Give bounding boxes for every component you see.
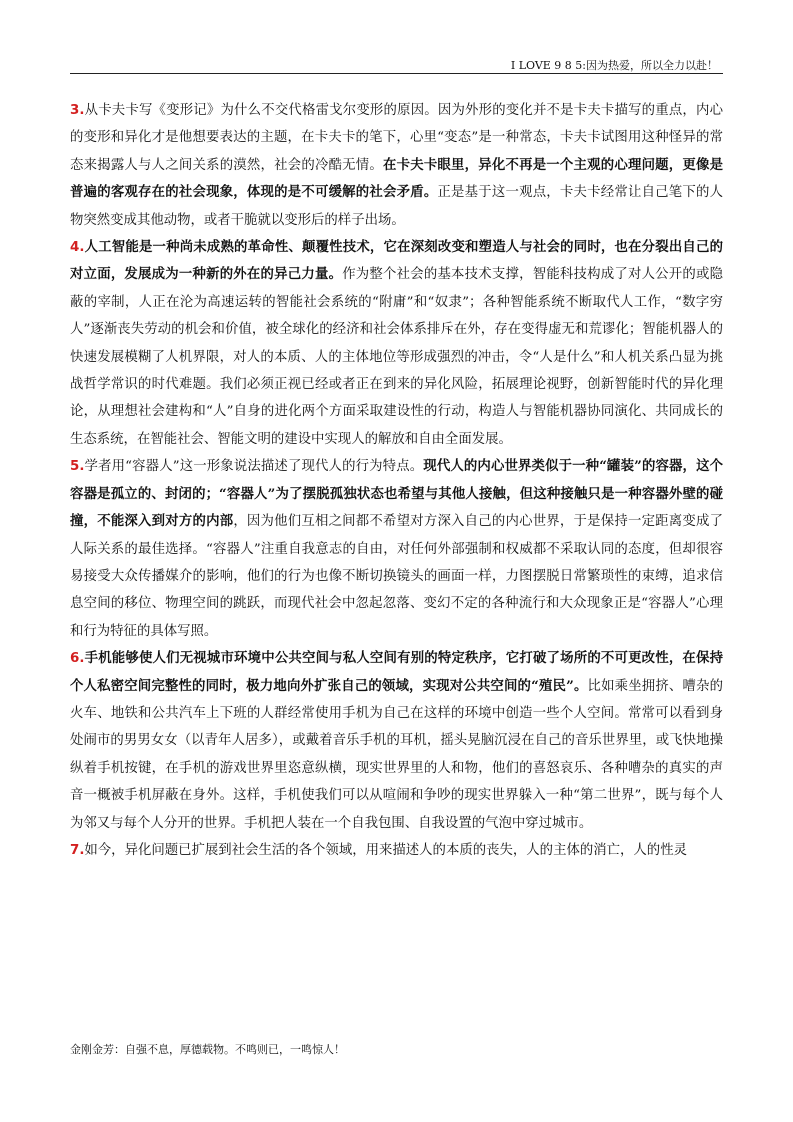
body-text: 作为整个社会的基本技术支撑，智能科技构成了对人公开的或隐蔽的宰制，人正在沦为高速运转的智能社会系统的“附庸”和“奴隶”；各种智能系统不断取代人工作，“数字穷人”逐渐丧失劳动的机会和价值，被全球化的经济和社会体系排斥在外，存在变得虚无和荒谬化；智能机器人的快速发展模糊了人机界限，对人的本质、人的主体地位等形成强烈的冲击，令“人是什么”和人机关系凸显为挑战哲学常识的时代难题。我们必须正视已经或者正在到来的异化风险，拓展理论视野，创新智能时代的异化理论，从理想社会建构和“人”自身的进化两个方面采取建设性的行动，构造人与智能机器协同演化、共同成长的生态系统，在智能社会、智能文明的建设中实现人的解放和自由全面发展。	[70, 267, 724, 447]
page-header: I LOVE 9 8 5:因为热爱，所以全力以赴！	[510, 59, 718, 72]
body-text: 从卡夫卡写《变形记》为什么不交代格雷戈尔变形的原因。因为外形的变化并不是卡夫卡描写的重点，内心的变形和异化才是他想要表达的主题，在卡夫卡的笔下，心里“变态”是一种常态，卡夫卡试图用这种怪异的常态来揭露人与人之间关系的漠然，社会的冷酷无情。	[70, 103, 723, 173]
emphasized-text: 人工智能是一种尚未成熟的革命性、颠覆性技术，它在深刻改变和塑造人与社会的同时，也在分裂出自己的对立面，发展成为一种新的外在的异己力量。	[70, 239, 723, 283]
body-text: ，因为他们互相之间都不希望对方深入自己的内心世界，于是保持一定距离变成了人际关系的最佳选择。“容器人”注重自我意志的自由，对任何外部强制和权威都不采取认同的态度，但却很容易接受大众传播媒介的影响，他们的行为也像不断切换镜头的画面一样，力图摆脱日常繁琐性的束缚，追求信息空间的移位、物理空间的跳跃，而现代社会中忽起忽落、变幻不定的各种流行和大众现象正是“容器人”心理和行为特征的具体写照。	[70, 514, 724, 639]
page-footer: 金刚金芳：自强不息，厚德载物。不鸣则已，一鸣惊人！	[70, 1043, 345, 1056]
paragraph-item	[70, 234, 723, 453]
emphasized-text: 手机能够使人们无视城市环境中公共空间与私人空间有别的特定秩序，它打破了场所的不可更改性，在保持个人私密空间完整性的同时，极力地向外扩张自己的领域，实现对公共空间的“殖民”。	[70, 650, 723, 694]
body-text: 学者用“容器人”这一形象说法描述了现代人的行为特点。	[84, 459, 424, 475]
paragraph-item	[70, 645, 723, 837]
paragraph-item	[70, 97, 723, 234]
paragraph-number: 4.	[70, 240, 85, 256]
emphasized-text: 现代人的内心世界类似于一种“罐装”的容器，这个容器是孤立的、封闭的；“容器人”为了摆脱孤独状态也希望与其他人接触，但这种接触只是一种容器外壁的碰撞，不能深入到对方的内部	[70, 458, 723, 530]
document-body	[70, 97, 723, 864]
paragraph-number: 5.	[70, 459, 85, 475]
body-text: 正是基于这一观点，卡夫卡经常让自己笔下的人物突然变成其他动物，或者干脆就以变形后的样子出场。	[70, 185, 724, 228]
paragraph-item	[70, 837, 723, 864]
paragraph-number: 3.	[70, 103, 85, 118]
body-text: 比如乘坐拥挤、嘈杂的火车、地铁和公共汽车上下班的人群经常使用手机为自己在这样的环境中创造一些个人空间。常常可以看到身处闹市的男男女女（以青年人居多），或戴着音乐手机的耳机，摇头晃脑沉浸在自己的音乐世界里，或飞快地操纵着手机按键，在手机的游戏世界里恣意纵横，现实世界里的人和物，他们的喜怒哀乐、各种嘈杂的真实的声音一概被手机屏蔽在身外。这样，手机使我们可以从喧闹和争吵的现实世界躲入一种“第二世界”，既与每个人为邻又与每个人分开的世界。手机把人装在一个自我包围、自我设置的气泡中穿过城市。	[70, 678, 723, 831]
paragraph-item	[70, 453, 723, 645]
paragraph-number: 7.	[70, 842, 85, 858]
body-text: 如今，异化问题已扩展到社会生活的各个领域，用来描述人的本质的丧失，人的主体的消亡，人的性灵	[84, 842, 687, 858]
emphasized-text: 在卡夫卡眼里，异化不再是一个主观的心理问题，更像是普遍的客观存在的社会现象，体现的是不可缓解的社会矛盾。	[70, 156, 723, 201]
paragraph-number: 6.	[70, 651, 85, 667]
header-divider	[70, 73, 723, 74]
